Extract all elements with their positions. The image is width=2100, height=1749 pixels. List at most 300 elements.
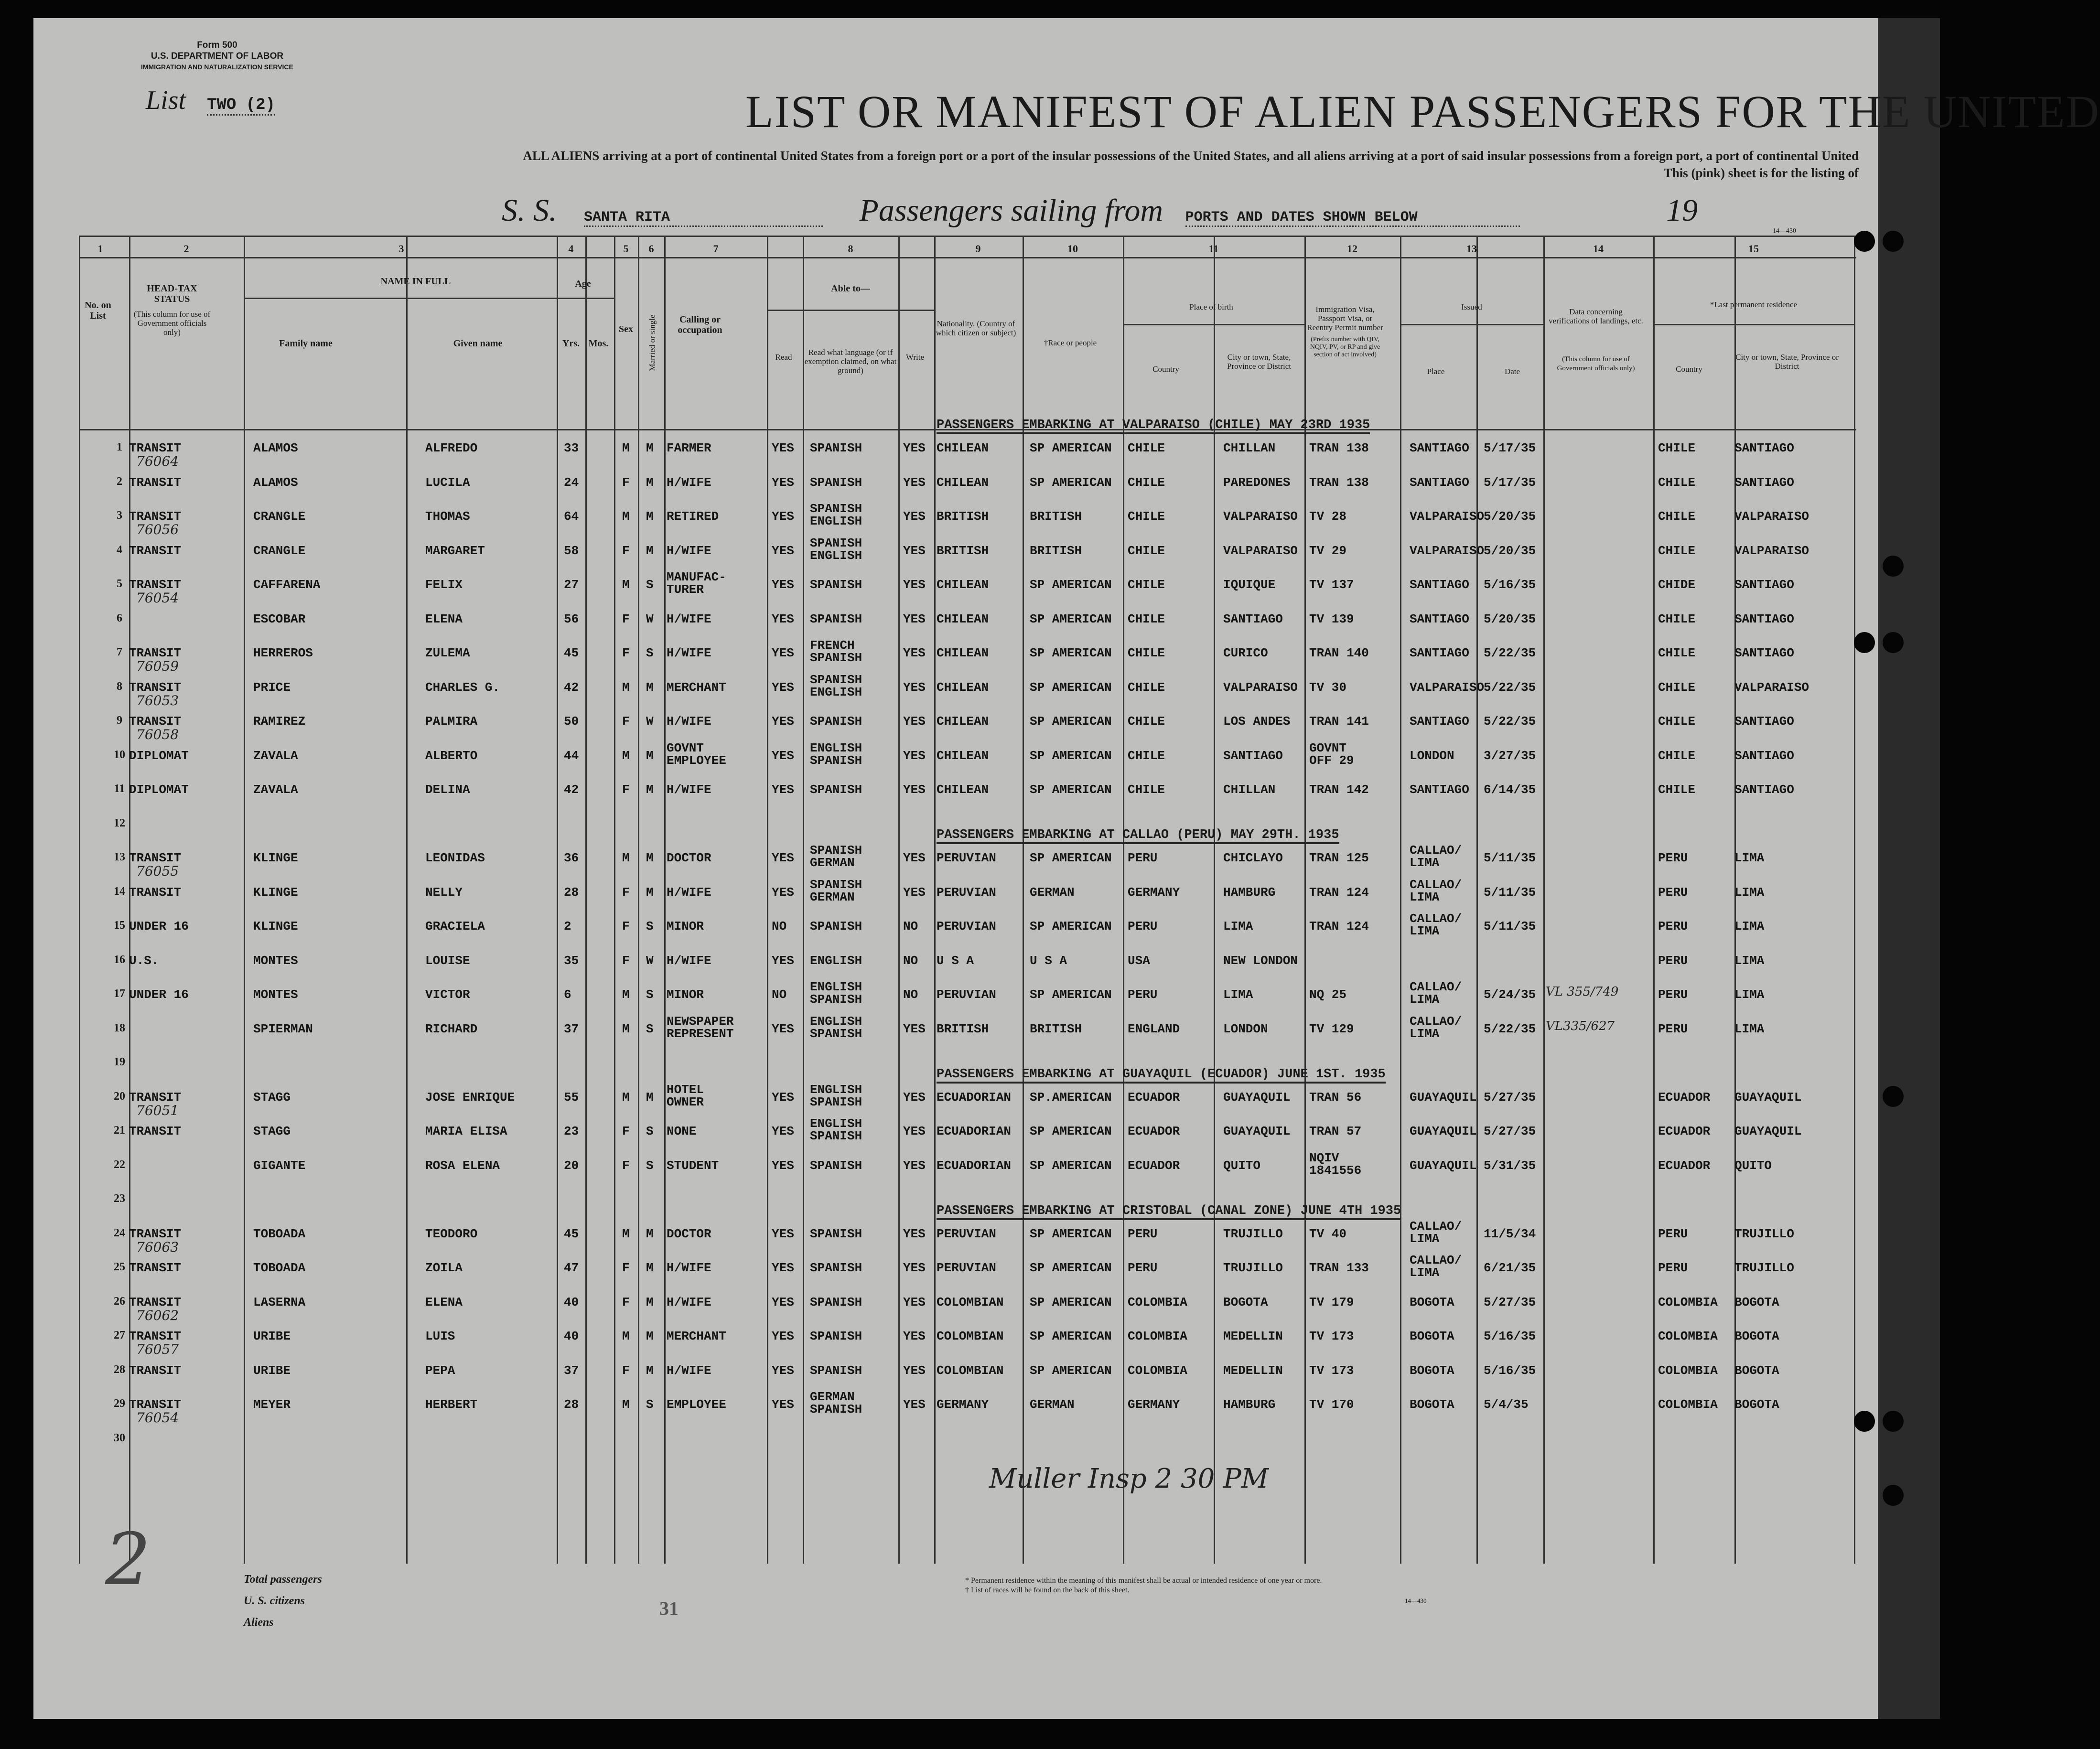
- cell-bcountry: CHILE: [1128, 783, 1165, 797]
- cell-visa: TV 28: [1309, 509, 1347, 524]
- footer-code: 14—430: [1405, 1597, 1427, 1604]
- cell-married: S: [646, 646, 654, 660]
- cell-write: YES: [903, 1124, 926, 1138]
- handwritten-tax-number: 76057: [136, 1341, 179, 1357]
- cell-family: STAGG: [253, 1090, 291, 1105]
- cell-rcity: TRUJILLO: [1734, 1261, 1794, 1275]
- cell-lang: SPANISH: [810, 1329, 862, 1343]
- cell-read: YES: [772, 1021, 794, 1036]
- form-number: Form 500: [197, 40, 237, 50]
- cell-calling: HOTEL OWNER: [667, 1082, 704, 1109]
- cell-yrs: 50: [564, 714, 579, 729]
- cell-given: LUCILA: [425, 475, 470, 490]
- cell-nationality: BRITISH: [937, 509, 989, 524]
- cell-yrs: 23: [564, 1124, 579, 1138]
- cell-read: YES: [772, 1090, 794, 1105]
- cell-rcountry: PERU: [1658, 953, 1688, 968]
- cell-read: YES: [772, 612, 794, 626]
- cell-given: VICTOR: [425, 987, 470, 1002]
- cell-bcountry: ECUADOR: [1128, 1158, 1180, 1173]
- cell-married: M: [646, 1226, 654, 1241]
- header-name-in-full: NAME IN FULL: [380, 276, 451, 287]
- column-number: 5: [623, 243, 629, 255]
- cell-family: ZAVALA: [253, 748, 298, 763]
- header-res-city: City or town, State, Province or District: [1735, 353, 1839, 371]
- cell-iplace: BOGOTA: [1410, 1295, 1454, 1309]
- row-number: 7: [117, 646, 122, 658]
- cell-rcity: SANTIAGO: [1734, 714, 1794, 729]
- cell-given: ELENA: [425, 1295, 463, 1309]
- cell-given: TEODORO: [425, 1226, 478, 1241]
- cell-rcountry: CHILE: [1658, 441, 1696, 455]
- subheader-rule: [557, 298, 614, 299]
- cell-idate: 5/17/35: [1484, 441, 1536, 455]
- binder-hole: [1883, 1086, 1904, 1107]
- cell-given: JOSE ENRIQUE: [425, 1090, 515, 1105]
- grid-column-line: [1476, 236, 1478, 1564]
- cell-calling: H/WIFE: [667, 543, 711, 558]
- cell-married: M: [646, 475, 654, 490]
- cell-bcity: BOGOTA: [1223, 1295, 1268, 1309]
- cell-rcountry: COLOMBIA: [1658, 1363, 1718, 1378]
- cell-iplace: SANTIAGO: [1410, 441, 1469, 455]
- cell-sex: F: [622, 543, 630, 558]
- cell-nationality: ECUADORIAN: [937, 1090, 1012, 1105]
- cell-family: CAFFARENA: [253, 578, 321, 592]
- row-number: 23: [114, 1192, 125, 1205]
- grid-column-line: [638, 236, 639, 1564]
- cell-idate: 5/27/35: [1484, 1124, 1536, 1138]
- cell-yrs: 35: [564, 953, 579, 968]
- cell-family: STAGG: [253, 1124, 291, 1138]
- cell-iplace: LONDON: [1410, 748, 1454, 763]
- cell-married: M: [646, 1261, 654, 1275]
- cell-tax: TRANSIT: [129, 1363, 182, 1378]
- cell-tax: DIPLOMAT: [129, 748, 189, 763]
- department-name: U.S. DEPARTMENT OF LABOR: [151, 51, 284, 61]
- cell-married: M: [646, 1363, 654, 1378]
- cell-race: SP AMERICAN: [1030, 1124, 1112, 1138]
- cell-idate: 3/27/35: [1484, 748, 1536, 763]
- aliens-label: Aliens: [244, 1616, 274, 1629]
- cell-calling: MERCHANT: [667, 680, 726, 695]
- row-number: 16: [114, 953, 125, 966]
- cell-race: SP AMERICAN: [1030, 1295, 1112, 1309]
- cell-rcountry: CHILE: [1658, 509, 1696, 524]
- cell-idate: 5/17/35: [1484, 475, 1536, 490]
- row-number: 19: [114, 1056, 125, 1068]
- column-number: 2: [183, 243, 189, 255]
- row-number: 13: [114, 851, 125, 863]
- cell-visa: TRAN 140: [1309, 646, 1369, 660]
- cell-rcountry: CHILE: [1658, 612, 1696, 626]
- cell-write: YES: [903, 543, 926, 558]
- cell-idate: 5/22/35: [1484, 714, 1536, 729]
- cell-tax: TRANSIT: [129, 1397, 182, 1412]
- row-number: 28: [114, 1363, 125, 1376]
- cell-bcity: SANTIAGO: [1223, 748, 1283, 763]
- cell-race: SP AMERICAN: [1030, 714, 1112, 729]
- binder-hole: [1883, 632, 1904, 653]
- cell-married: S: [646, 1021, 654, 1036]
- cell-nationality: CHILEAN: [937, 680, 989, 695]
- cell-family: KLINGE: [253, 851, 298, 865]
- cell-family: ALAMOS: [253, 441, 298, 455]
- handwritten-tax-number: 76054: [136, 1410, 179, 1426]
- subheader-rule: [767, 310, 934, 311]
- cell-rcountry: CHILE: [1658, 475, 1696, 490]
- grid-column-line: [1400, 236, 1401, 1564]
- cell-given: GRACIELA: [425, 919, 485, 934]
- row-number: 24: [114, 1226, 125, 1239]
- cell-race: SP AMERICAN: [1030, 475, 1112, 490]
- sailing-value: PORTS AND DATES SHOWN BELOW: [1185, 209, 1520, 227]
- cell-idate: 5/22/35: [1484, 680, 1536, 695]
- row-number: 18: [114, 1021, 125, 1034]
- cell-sex: M: [622, 1397, 630, 1412]
- cell-write: YES: [903, 783, 926, 797]
- cell-calling: DOCTOR: [667, 1226, 711, 1241]
- cell-lang: SPANISH: [810, 1158, 862, 1173]
- cell-nationality: COLOMBIAN: [937, 1295, 1004, 1309]
- cell-calling: GOVNT EMPLOYEE: [667, 740, 726, 768]
- row-number: 30: [114, 1431, 125, 1444]
- cell-sex: F: [622, 1158, 630, 1173]
- cell-idate: 5/16/35: [1484, 1329, 1536, 1343]
- handwritten-tax-number: 76053: [136, 692, 179, 708]
- cell-lang: SPANISH GERMAN: [810, 843, 862, 870]
- cell-given: LUIS: [425, 1329, 455, 1343]
- cell-yrs: 45: [564, 646, 579, 660]
- cell-rcity: LIMA: [1734, 885, 1765, 900]
- subheader-rule: [1400, 324, 1543, 325]
- cell-race: SP AMERICAN: [1030, 578, 1112, 592]
- list-number-line: [146, 85, 275, 116]
- header-age: Age: [575, 279, 591, 289]
- cell-visa: TV 129: [1309, 1021, 1354, 1036]
- cell-iplace: BOGOTA: [1410, 1329, 1454, 1343]
- cell-visa: TRAN 124: [1309, 885, 1369, 900]
- cell-idate: 5/16/35: [1484, 578, 1536, 592]
- header-head-tax: HEAD-TAX STATUS: [147, 283, 197, 304]
- cell-family: CRANGLE: [253, 509, 306, 524]
- cell-bcountry: CHILE: [1128, 475, 1165, 490]
- cell-visa: TV 137: [1309, 578, 1354, 592]
- binder-hole: [1854, 231, 1875, 252]
- cell-bcity: LONDON: [1223, 1021, 1268, 1036]
- cell-rcity: BOGOTA: [1734, 1329, 1779, 1343]
- embarkation-heading: PASSENGERS EMBARKING AT CALLAO (PERU) MAY 29TH. 1935: [937, 828, 1339, 844]
- cell-family: CRANGLE: [253, 543, 306, 558]
- cell-nationality: GERMANY: [937, 1397, 989, 1412]
- row-number: 2: [117, 475, 122, 488]
- cell-rcity: SANTIAGO: [1734, 646, 1794, 660]
- cell-nationality: ECUADORIAN: [937, 1158, 1012, 1173]
- cell-read: YES: [772, 543, 794, 558]
- row-number: 3: [117, 509, 122, 522]
- cell-read: YES: [772, 1124, 794, 1138]
- cell-idate: 5/11/35: [1484, 851, 1536, 865]
- cell-given: LEONIDAS: [425, 851, 485, 865]
- cell-race: SP AMERICAN: [1030, 612, 1112, 626]
- cell-given: CHARLES G.: [425, 680, 500, 695]
- column-number: 4: [568, 243, 574, 255]
- binder-hole: [1854, 1411, 1875, 1432]
- cell-iplace: BOGOTA: [1410, 1397, 1454, 1412]
- binder-hole: [1883, 1411, 1904, 1432]
- cell-lang: SPANISH: [810, 612, 862, 626]
- cell-yrs: 47: [564, 1261, 579, 1275]
- cell-iplace: CALLAO/ LIMA: [1410, 1219, 1462, 1246]
- cell-race: SP AMERICAN: [1030, 987, 1112, 1002]
- row-number: 10: [114, 748, 125, 761]
- column-number: 3: [398, 243, 404, 255]
- cell-bcity: HAMBURG: [1223, 885, 1276, 900]
- cell-tax: TRANSIT: [129, 475, 182, 490]
- handwritten-tax-number: 76056: [136, 522, 179, 537]
- column-number: 12: [1347, 243, 1357, 255]
- cell-nationality: CHILEAN: [937, 441, 989, 455]
- cell-write: YES: [903, 1363, 926, 1378]
- cell-lang: ENGLISH SPANISH: [810, 1082, 862, 1109]
- cell-yrs: 58: [564, 543, 579, 558]
- cell-iplace: CALLAO/ LIMA: [1410, 912, 1462, 938]
- cell-rcity: SANTIAGO: [1734, 578, 1794, 592]
- cell-lang: SPANISH ENGLISH: [810, 502, 862, 528]
- cell-family: TOBOADA: [253, 1261, 306, 1275]
- cell-bcity: CHILLAN: [1223, 783, 1276, 797]
- header-visa-note: (Prefix number with QIV, NQIV, PV, or RP and give section of act involved): [1310, 336, 1380, 358]
- cell-bcity: LIMA: [1223, 919, 1253, 934]
- embarkation-heading: PASSENGERS EMBARKING AT GUAYAQUIL (ECUADOR) JUNE 1ST. 1935: [937, 1067, 1386, 1084]
- cell-yrs: 24: [564, 475, 579, 490]
- cell-idate: 6/21/35: [1484, 1261, 1536, 1275]
- cell-rcity: TRUJILLO: [1734, 1226, 1794, 1241]
- list-label: List: [146, 86, 186, 115]
- cell-bcity: MEDELLIN: [1223, 1329, 1283, 1343]
- handwritten-tax-number: 76054: [136, 590, 179, 606]
- cell-visa: TRAN 142: [1309, 783, 1369, 797]
- cell-bcountry: CHILE: [1128, 441, 1165, 455]
- cell-tax: TRANSIT: [129, 509, 182, 524]
- header-nationality: Nationality. (Country of which citizen or subject): [936, 319, 1016, 337]
- grid-column-line: [767, 236, 768, 1564]
- cell-rcountry: COLOMBIA: [1658, 1295, 1718, 1309]
- column-number: 13: [1466, 243, 1477, 255]
- cell-tax: TRANSIT: [129, 851, 182, 865]
- row-number: 20: [114, 1090, 125, 1103]
- cell-read: YES: [772, 783, 794, 797]
- cell-calling: EMPLOYEE: [667, 1397, 726, 1412]
- row-number: 15: [114, 919, 125, 932]
- cell-lang: SPANISH: [810, 714, 862, 729]
- cell-race: GERMAN: [1030, 1397, 1075, 1412]
- cell-married: S: [646, 919, 654, 934]
- cell-rcity: LIMA: [1734, 1021, 1765, 1036]
- embarkation-heading: PASSENGERS EMBARKING AT VALPARAISO (CHILE) MAY 23RD 1935: [937, 418, 1370, 434]
- cell-visa: TRAN 125: [1309, 851, 1369, 865]
- cell-iplace: GUAYAQUIL: [1410, 1158, 1477, 1173]
- cell-rcountry: PERU: [1658, 919, 1688, 934]
- cell-race: SP.AMERICAN: [1030, 1090, 1112, 1105]
- cell-sex: F: [622, 885, 630, 900]
- binder-hole: [1883, 231, 1904, 252]
- cell-family: URIBE: [253, 1329, 291, 1343]
- cell-sex: F: [622, 919, 630, 934]
- ss-label: S. S.: [502, 193, 557, 228]
- cell-iplace: GUAYAQUIL: [1410, 1090, 1477, 1105]
- cell-married: M: [646, 885, 654, 900]
- cell-sex: F: [622, 953, 630, 968]
- cell-race: SP AMERICAN: [1030, 851, 1112, 865]
- cell-yrs: 28: [564, 885, 579, 900]
- cell-lang: ENGLISH SPANISH: [810, 1116, 862, 1143]
- cell-iplace: VALPARAISO: [1410, 680, 1485, 695]
- cell-visa: TRAN 133: [1309, 1261, 1369, 1275]
- cell-tax: TRANSIT: [129, 543, 182, 558]
- cell-bcountry: USA: [1128, 953, 1150, 968]
- cell-family: KLINGE: [253, 885, 298, 900]
- cell-calling: H/WIFE: [667, 1363, 711, 1378]
- cell-iplace: SANTIAGO: [1410, 475, 1469, 490]
- header-verification-note: (This column for use of Government officials only): [1557, 355, 1635, 372]
- cell-visa: NQIV 1841556: [1309, 1150, 1362, 1178]
- form-code: 14—430: [1773, 227, 1796, 235]
- header-place-of-birth: Place of birth: [1189, 302, 1233, 311]
- cell-bcity: QUITO: [1223, 1158, 1261, 1173]
- cell-read: YES: [772, 714, 794, 729]
- binder-hole: [1883, 556, 1904, 577]
- cell-rcity: SANTIAGO: [1734, 475, 1794, 490]
- cell-tax: TRANSIT: [129, 1329, 182, 1343]
- subtitle-line-1: ALL ALIENS arriving at a port of continental United States from a foreign port or a port of the insular possessions of the United States, and all aliens arriving at a port of said insular possessions from a foreign port, a port of continental United: [523, 149, 1859, 163]
- row-number: 25: [114, 1261, 125, 1273]
- cell-married: S: [646, 1124, 654, 1138]
- us-citizens-label: U. S. citizens: [244, 1595, 305, 1607]
- handwritten-tax-number: 76058: [136, 727, 179, 742]
- cell-write: NO: [903, 919, 918, 934]
- cell-tax: TRANSIT: [129, 1124, 182, 1138]
- cell-rcountry: PERU: [1658, 1226, 1688, 1241]
- grid-column-line: [898, 236, 900, 1564]
- column-number: 10: [1067, 243, 1078, 255]
- cell-given: PEPA: [425, 1363, 455, 1378]
- cell-lang: GERMAN SPANISH: [810, 1390, 862, 1416]
- cell-nationality: CHILEAN: [937, 646, 989, 660]
- cell-rcity: VALPARAISO: [1734, 509, 1809, 524]
- cell-family: KLINGE: [253, 919, 298, 934]
- adjacent-page-edge: [1878, 18, 1940, 1719]
- cell-rcity: BOGOTA: [1734, 1397, 1779, 1412]
- cell-write: NO: [903, 953, 918, 968]
- cell-bcountry: CHILE: [1128, 748, 1165, 763]
- cell-bcity: LOS ANDES: [1223, 714, 1291, 729]
- cell-nationality: PERUVIAN: [937, 1261, 996, 1275]
- cell-given: ALFREDO: [425, 441, 478, 455]
- ship-name: SANTA RITA: [584, 209, 823, 227]
- header-read: Read: [775, 353, 792, 362]
- cell-yrs: 6: [564, 987, 571, 1002]
- cell-write: YES: [903, 680, 926, 695]
- cell-calling: DOCTOR: [667, 851, 711, 865]
- cell-tax: UNDER 16: [129, 987, 189, 1002]
- cell-read: NO: [772, 987, 787, 1002]
- cell-iplace: SANTIAGO: [1410, 714, 1469, 729]
- cell-idate: 5/27/35: [1484, 1295, 1536, 1309]
- cell-read: YES: [772, 646, 794, 660]
- cell-bcountry: PERU: [1128, 987, 1158, 1002]
- cell-rcountry: ECUADOR: [1658, 1090, 1711, 1105]
- cell-calling: H/WIFE: [667, 646, 711, 660]
- cell-bcity: MEDELLIN: [1223, 1363, 1283, 1378]
- header-sex: Sex: [619, 324, 633, 334]
- cell-rcountry: PERU: [1658, 1021, 1688, 1036]
- cell-bcountry: CHILE: [1128, 543, 1165, 558]
- cell-calling: H/WIFE: [667, 1261, 711, 1275]
- cell-calling: H/WIFE: [667, 1295, 711, 1309]
- handwritten-tax-number: 76059: [136, 658, 179, 674]
- cell-bcity: NEW LONDON: [1223, 953, 1298, 968]
- cell-tax: TRANSIT: [129, 1226, 182, 1241]
- cell-read: YES: [772, 1363, 794, 1378]
- cell-nationality: PERUVIAN: [937, 885, 996, 900]
- cell-sex: M: [622, 987, 630, 1002]
- cell-tax: TRANSIT: [129, 714, 182, 729]
- cell-write: YES: [903, 509, 926, 524]
- cell-visa: TV 139: [1309, 612, 1354, 626]
- cell-race: SP AMERICAN: [1030, 783, 1112, 797]
- cell-sex: M: [622, 578, 630, 592]
- cell-race: BRITISH: [1030, 543, 1082, 558]
- cell-idate: 5/20/35: [1484, 612, 1536, 626]
- header-no-on-list: No. on List: [85, 300, 111, 321]
- cell-nationality: PERUVIAN: [937, 851, 996, 865]
- cell-tax: TRANSIT: [129, 646, 182, 660]
- cell-bcity: CHILLAN: [1223, 441, 1276, 455]
- cell-read: YES: [772, 578, 794, 592]
- document-subtitle: [430, 147, 1859, 182]
- cell-given: LOUISE: [425, 953, 470, 968]
- grid-column-line: [79, 236, 80, 1564]
- cell-write: YES: [903, 1329, 926, 1343]
- cell-race: SP AMERICAN: [1030, 1158, 1112, 1173]
- cell-rcity: GUAYAQUIL: [1734, 1090, 1802, 1105]
- cell-bcity: LIMA: [1223, 987, 1253, 1002]
- row-number: 26: [114, 1295, 125, 1308]
- form-header: [141, 40, 293, 73]
- cell-tax: TRANSIT: [129, 578, 182, 592]
- row-number: 9: [117, 714, 122, 727]
- handwritten-tax-number: 76055: [136, 863, 179, 879]
- cell-bcountry: PERU: [1128, 919, 1158, 934]
- cell-bcity: IQUIQUE: [1223, 578, 1276, 592]
- row-number: 4: [117, 543, 122, 556]
- cell-lang: SPANISH ENGLISH: [810, 672, 862, 699]
- cell-married: M: [646, 1090, 654, 1105]
- row-number: 21: [114, 1124, 125, 1137]
- cell-given: RICHARD: [425, 1021, 478, 1036]
- header-race: †Race or people: [1044, 338, 1097, 347]
- cell-rcity: LIMA: [1734, 987, 1765, 1002]
- cell-sex: F: [622, 1363, 630, 1378]
- grid-column-line: [1854, 236, 1855, 1564]
- cell-iplace: CALLAO/ LIMA: [1410, 1253, 1462, 1280]
- cell-bcountry: CHILE: [1128, 612, 1165, 626]
- header-issued: Issued: [1461, 302, 1482, 311]
- cell-bcity: HAMBURG: [1223, 1397, 1276, 1412]
- cell-nationality: CHILEAN: [937, 783, 989, 797]
- cell-iplace: BOGOTA: [1410, 1363, 1454, 1378]
